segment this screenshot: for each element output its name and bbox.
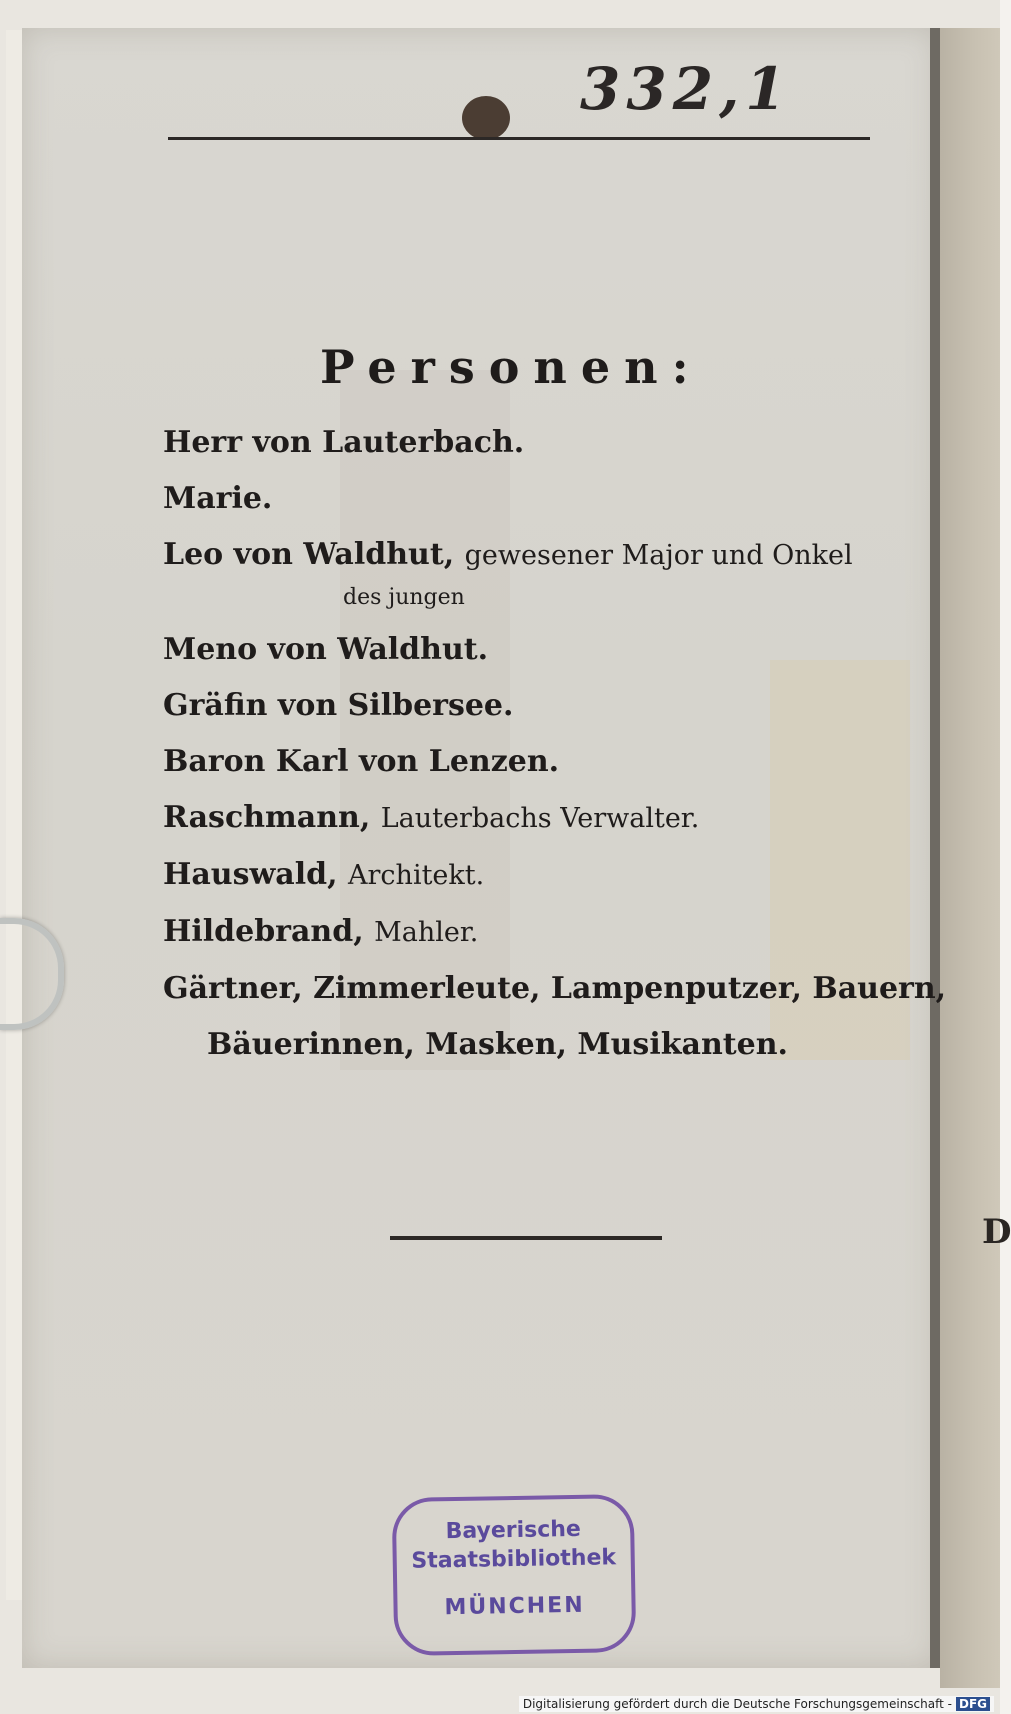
- person-name: Meno von Waldhut.: [163, 632, 489, 667]
- person-name: Baron Karl von Lenzen.: [163, 744, 560, 779]
- persons-list: [163, 415, 947, 1073]
- person-entry: [163, 415, 903, 471]
- person-entry-continuation: [163, 578, 903, 618]
- person-role: Mahler.: [374, 917, 479, 948]
- person-name: Leo von Waldhut,: [163, 537, 455, 572]
- stamp-line: Bayerische: [445, 1516, 582, 1545]
- person-name: Bäuerinnen, Masken, Musikanten.: [207, 1027, 788, 1062]
- person-entry: [163, 904, 903, 961]
- person-entry: [163, 734, 903, 790]
- person-entry: [163, 622, 903, 678]
- facing-page-glyph: D: [982, 1212, 1011, 1252]
- digitization-footer: [519, 1696, 994, 1712]
- facing-page: [940, 28, 1000, 1688]
- person-role: gewesener Major und Onkel: [464, 540, 853, 571]
- person-entry: [163, 847, 903, 904]
- person-entry: [163, 527, 903, 584]
- person-name: Gärtner, Zimmerleute, Lampenputzer, Bauern,: [163, 971, 947, 1006]
- person-entry: [163, 961, 947, 1017]
- person-role: Lauterbachs Verwalter.: [380, 803, 700, 834]
- person-role: Architekt.: [348, 860, 485, 891]
- book-gutter: [930, 28, 940, 1668]
- person-entry: [163, 790, 903, 847]
- person-entry: [163, 678, 903, 734]
- person-name: Hildebrand,: [163, 914, 364, 949]
- ink-blot: [462, 96, 510, 140]
- person-name: Herr von Lauterbach.: [163, 425, 525, 460]
- page-edge-left: [6, 30, 23, 1600]
- person-entry: [163, 1017, 903, 1073]
- stamp-line: Staatsbibliothek: [411, 1545, 617, 1574]
- dfg-logo: DFG: [956, 1697, 990, 1711]
- stamp-line: MÜNCHEN: [444, 1592, 585, 1621]
- handwritten-shelfmark: 332,1: [580, 55, 792, 123]
- person-entry: [163, 471, 903, 527]
- person-name: Marie.: [163, 481, 273, 516]
- person-role: des jungen: [343, 585, 465, 610]
- bottom-rule: [390, 1236, 662, 1240]
- footer-text: Digitalisierung gefördert durch die Deutsche Forschungsgemeinschaft -: [522, 1697, 952, 1711]
- library-stamp: [392, 1494, 637, 1656]
- page-heading: Personen:: [320, 340, 703, 394]
- person-name: Raschmann,: [163, 800, 371, 835]
- person-name: Hauswald,: [163, 857, 338, 892]
- person-name: Gräfin von Silbersee.: [163, 688, 514, 723]
- top-rule: [168, 137, 870, 140]
